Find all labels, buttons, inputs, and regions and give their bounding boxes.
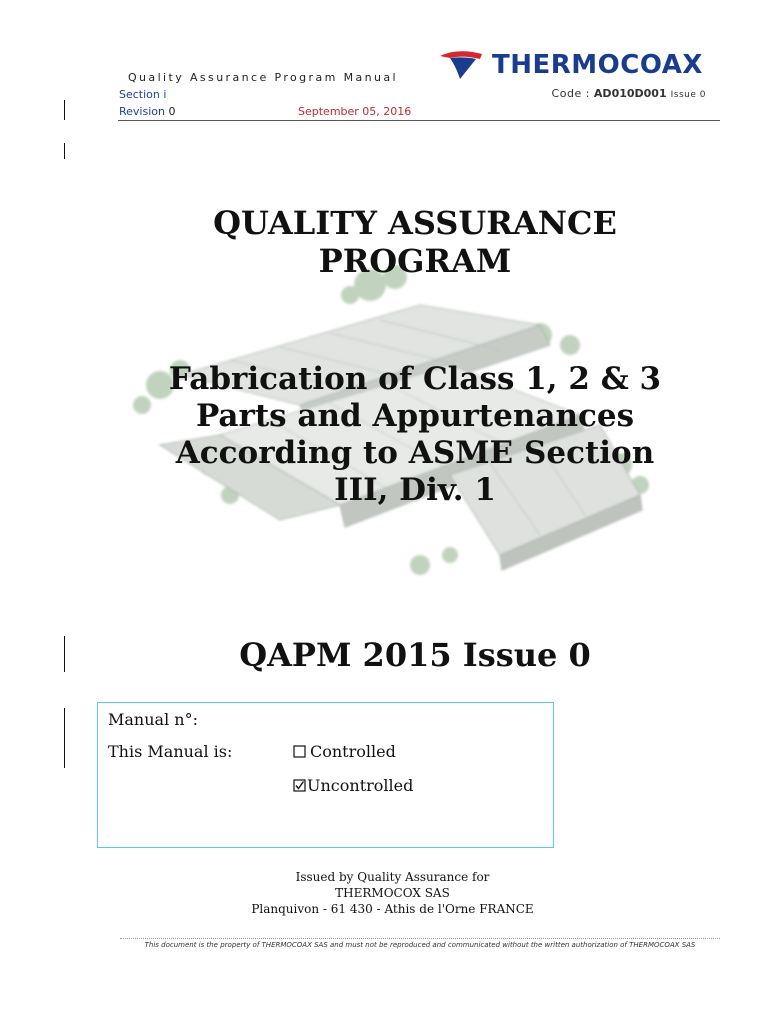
document-code bbox=[552, 87, 706, 100]
issued-line1: Issued by Quality Assurance for bbox=[295, 870, 490, 884]
main-title-line2: PROGRAM bbox=[318, 242, 512, 280]
change-bar bbox=[64, 708, 65, 768]
change-bar bbox=[64, 143, 65, 159]
subtitle bbox=[130, 361, 700, 509]
revision-line bbox=[119, 105, 175, 118]
revision-label: Revision bbox=[119, 105, 165, 118]
document-id: QAPM 2015 Issue 0 bbox=[239, 636, 591, 674]
company-logo bbox=[438, 50, 703, 80]
issued-line3: Planquivon - 61 430 - Athis de l'Orne FRANCE bbox=[251, 902, 534, 916]
manual-status-label: This Manual is: bbox=[108, 742, 233, 761]
subtitle-line: Parts and Appurtenances bbox=[195, 398, 635, 434]
checkbox-empty-icon[interactable] bbox=[293, 745, 306, 758]
thermocoax-swoosh-icon bbox=[438, 50, 484, 80]
section-label: Section i bbox=[119, 88, 167, 101]
controlled-label: Controlled bbox=[310, 742, 396, 761]
uncontrolled-label: Uncontrolled bbox=[307, 776, 414, 795]
footer-divider bbox=[120, 938, 720, 939]
issued-line2: THERMOCOX SAS bbox=[335, 886, 450, 900]
controlled-option[interactable] bbox=[293, 742, 396, 761]
manual-title: Quality Assurance Program Manual bbox=[128, 71, 398, 84]
footer-notice: This document is the property of THERMOCOAX SAS and must not be reproduced and communicated without the written authorization of THERMOCOAX SAS bbox=[144, 941, 696, 949]
issued-by-block bbox=[180, 869, 605, 917]
logo-text: THERMOCOAX bbox=[492, 50, 703, 80]
document-date: September 05, 2016 bbox=[298, 105, 412, 118]
subtitle-line: Fabrication of Class 1, 2 & 3 bbox=[168, 361, 662, 397]
change-bar bbox=[64, 636, 65, 672]
main-title-line1: QUALITY ASSURANCE bbox=[213, 204, 617, 242]
subtitle-line: III, Div. 1 bbox=[334, 472, 496, 508]
main-title bbox=[130, 204, 700, 280]
revision-value: 0 bbox=[168, 105, 176, 118]
code-value: AD010D001 bbox=[593, 87, 667, 100]
manual-control-box bbox=[97, 702, 554, 848]
issue-label: Issue 0 bbox=[670, 90, 706, 100]
checkbox-checked-icon[interactable] bbox=[293, 779, 306, 792]
header-divider bbox=[118, 120, 720, 121]
subtitle-line: According to ASME Section bbox=[175, 435, 655, 471]
uncontrolled-option[interactable] bbox=[293, 776, 413, 795]
change-bar bbox=[64, 100, 65, 120]
manual-number-label: Manual n°: bbox=[108, 710, 198, 729]
code-label: Code : bbox=[551, 87, 590, 100]
